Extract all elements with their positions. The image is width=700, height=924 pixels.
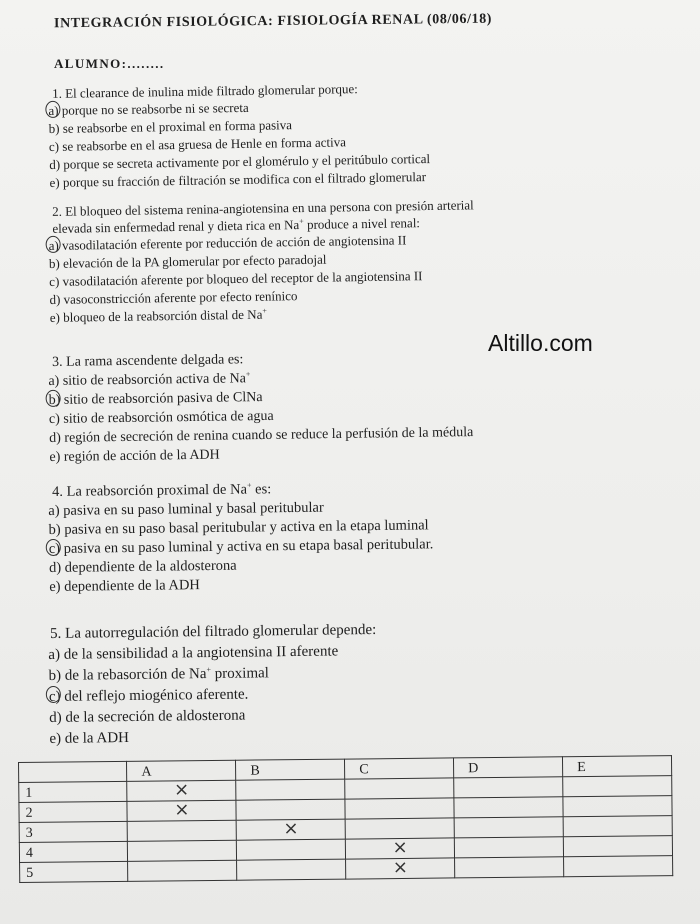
- option-letter: c): [48, 138, 60, 154]
- answer-cell[interactable]: [346, 858, 455, 879]
- answer-grid: [18, 755, 673, 883]
- answer-cell[interactable]: [563, 776, 672, 797]
- student-name-label: ALUMNO:........: [54, 56, 165, 71]
- option-text: de la rebasorción de Na: [61, 666, 207, 684]
- answer-cell[interactable]: [236, 819, 345, 840]
- cross-mark: ×: [392, 856, 408, 879]
- answer-cell[interactable]: [454, 837, 563, 858]
- column-header: C: [345, 758, 454, 779]
- option-text: porque se secreta activamente por el glomérulo y el peritúbulo cortical: [59, 151, 431, 172]
- option-letter: b): [48, 255, 60, 271]
- option-letter: e): [49, 730, 62, 747]
- answer-cell[interactable]: [127, 800, 236, 821]
- stem-text: elevada sin enfermedad renal y dieta rica en Na: [52, 217, 300, 236]
- answer-cell[interactable]: [346, 838, 455, 859]
- option-text: de la secreción de aldosterona: [61, 707, 246, 726]
- option-text: pasiva en su paso luminal y basal peritubular: [59, 499, 324, 519]
- option-text: dependiente de la ADH: [60, 577, 200, 595]
- option-text: proximal: [210, 665, 269, 683]
- row-label: 2: [19, 801, 128, 822]
- option-letter: b): [48, 120, 60, 136]
- answer-cell[interactable]: [128, 820, 237, 841]
- stem-text: es:: [251, 481, 272, 498]
- answer-cell[interactable]: [454, 817, 563, 838]
- row-label: 5: [20, 861, 129, 882]
- answer-cell[interactable]: [237, 859, 346, 880]
- superscript: +: [246, 480, 252, 490]
- option-text: porque no se reabsorbe ni se secreta: [58, 99, 249, 118]
- answer-cell[interactable]: [455, 857, 564, 878]
- answer-cell[interactable]: [345, 778, 454, 799]
- option-text: elevación de la PA glomerular por efecto paradojal: [59, 251, 327, 271]
- question-1: [48, 79, 430, 192]
- cross-mark: ×: [174, 799, 190, 821]
- row-label: 3: [19, 821, 128, 842]
- column-header: A: [127, 760, 236, 781]
- question-3-stem: 3. La rama ascendente delgada es:: [52, 352, 244, 370]
- option-letter: e): [49, 309, 61, 325]
- option-letter: b): [48, 667, 62, 684]
- option-text: de la ADH: [60, 730, 130, 747]
- question-5-stem: 5. La autorregulación del filtrado glomerular depende:: [50, 621, 377, 642]
- question-2-stem-line-1: 2. El bloqueo del sistema renina-angiotensina en una persona con presión arterial: [52, 197, 474, 219]
- option-text: sitio de reabsorción activa de Na: [59, 371, 246, 389]
- option-text: pasiva en su paso basal peritubular y activa en la etapa luminal: [60, 517, 429, 538]
- option-letter: d): [48, 559, 62, 576]
- option-text: sitio de reabsorción osmótica de agua: [59, 408, 274, 427]
- option-letter: c): [48, 540, 61, 557]
- option-letter: d): [49, 156, 61, 172]
- option-text: bloqueo de la reabsorción distal de Na: [59, 306, 263, 325]
- option-letter: c): [49, 687, 61, 708]
- page-title: INTEGRACIÓN FISIOLÓGICA: FISIOLOGÍA RENAL (08/06/18): [53, 11, 493, 32]
- option-letter: e): [49, 174, 60, 190]
- option-letter: a): [48, 646, 61, 663]
- option-letter: b): [48, 521, 61, 538]
- answer-cell[interactable]: [236, 799, 345, 820]
- answer-cell[interactable]: [454, 797, 563, 818]
- option-text: región de secreción de renina cuando se reduce la perfusión de la médula: [60, 425, 474, 446]
- question-5: [48, 620, 378, 750]
- option-letter: b): [48, 392, 61, 408]
- superscript: +: [245, 369, 251, 379]
- option-text: sitio de reabsorción pasiva de ClNa: [60, 390, 263, 408]
- superscript: +: [299, 216, 304, 226]
- answer-cell[interactable]: [563, 836, 672, 857]
- cross-mark: ×: [283, 818, 299, 840]
- option-letter: d): [49, 709, 62, 726]
- option-text: se reabsorbe en el proximal en forma pasiva: [59, 117, 293, 136]
- question-4-option-e: [49, 573, 434, 597]
- option-text: se reabsorbe en el asa gruesa de Henle en forma activa: [58, 134, 347, 154]
- option-letter: a): [48, 237, 59, 253]
- stem-text: 4. La reabsorción proximal de Na: [52, 481, 248, 500]
- question-4: [48, 478, 434, 597]
- answer-cell[interactable]: [564, 856, 673, 877]
- answer-cell[interactable]: [345, 798, 454, 819]
- option-text: vasodilatación aferente por bloqueo del receptor de la angiotensina II: [59, 268, 423, 289]
- answer-cell[interactable]: [237, 839, 346, 860]
- option-letter: e): [49, 449, 61, 465]
- question-5-option-e: [49, 725, 377, 750]
- answer-cell[interactable]: [345, 818, 454, 839]
- answer-cell[interactable]: [128, 860, 237, 881]
- option-letter: c): [49, 273, 60, 289]
- answer-grid-corner: [19, 761, 128, 782]
- option-letter: a): [48, 102, 59, 118]
- answer-cell[interactable]: [128, 840, 237, 861]
- option-text: del reflejo miogénico aferente.: [60, 686, 249, 705]
- option-text: región de acción de la ADH: [60, 447, 220, 465]
- row-label: 1: [19, 781, 128, 802]
- stem-text: produce a nivel renal:: [303, 215, 421, 232]
- option-letter: d): [49, 430, 61, 446]
- cross-mark: ×: [174, 779, 190, 801]
- option-text: de la sensibilidad a la angiotensina II aferente: [59, 643, 339, 663]
- column-header: D: [454, 757, 563, 778]
- superscript: +: [206, 665, 211, 675]
- answer-cell[interactable]: [236, 779, 345, 800]
- answer-cell[interactable]: [454, 777, 563, 798]
- option-letter: e): [49, 578, 61, 595]
- option-text: dependiente de la aldosterona: [61, 557, 237, 576]
- option-letter: a): [48, 373, 60, 389]
- question-2: [48, 196, 476, 327]
- option-text: vasoconstricción aferente por efecto renínico: [60, 288, 298, 307]
- row-label: 4: [19, 841, 128, 862]
- answer-cell[interactable]: [127, 780, 236, 801]
- option-letter: d): [49, 291, 61, 307]
- cross-mark: ×: [392, 836, 408, 859]
- question-3: [48, 347, 474, 467]
- watermark: Altillo.com: [488, 330, 593, 356]
- option-text: vasodilatación eferente por reducción de acción de angiotensina II: [58, 232, 407, 253]
- option-text: pasiva en su paso luminal y activa en su etapa basal peritubular.: [59, 536, 434, 557]
- column-header: B: [236, 759, 345, 780]
- question-1-stem: 1. El clearance de inulina mide filtrado glomerular porque:: [52, 81, 358, 101]
- option-letter: c): [48, 411, 60, 427]
- option-text: porque su fracción de filtración se modifica con el filtrado glomerular: [59, 169, 427, 190]
- superscript: +: [262, 306, 267, 316]
- answer-cell[interactable]: [563, 796, 672, 817]
- answer-cell[interactable]: [563, 816, 672, 837]
- option-letter: a): [48, 502, 60, 519]
- column-header: E: [563, 756, 672, 777]
